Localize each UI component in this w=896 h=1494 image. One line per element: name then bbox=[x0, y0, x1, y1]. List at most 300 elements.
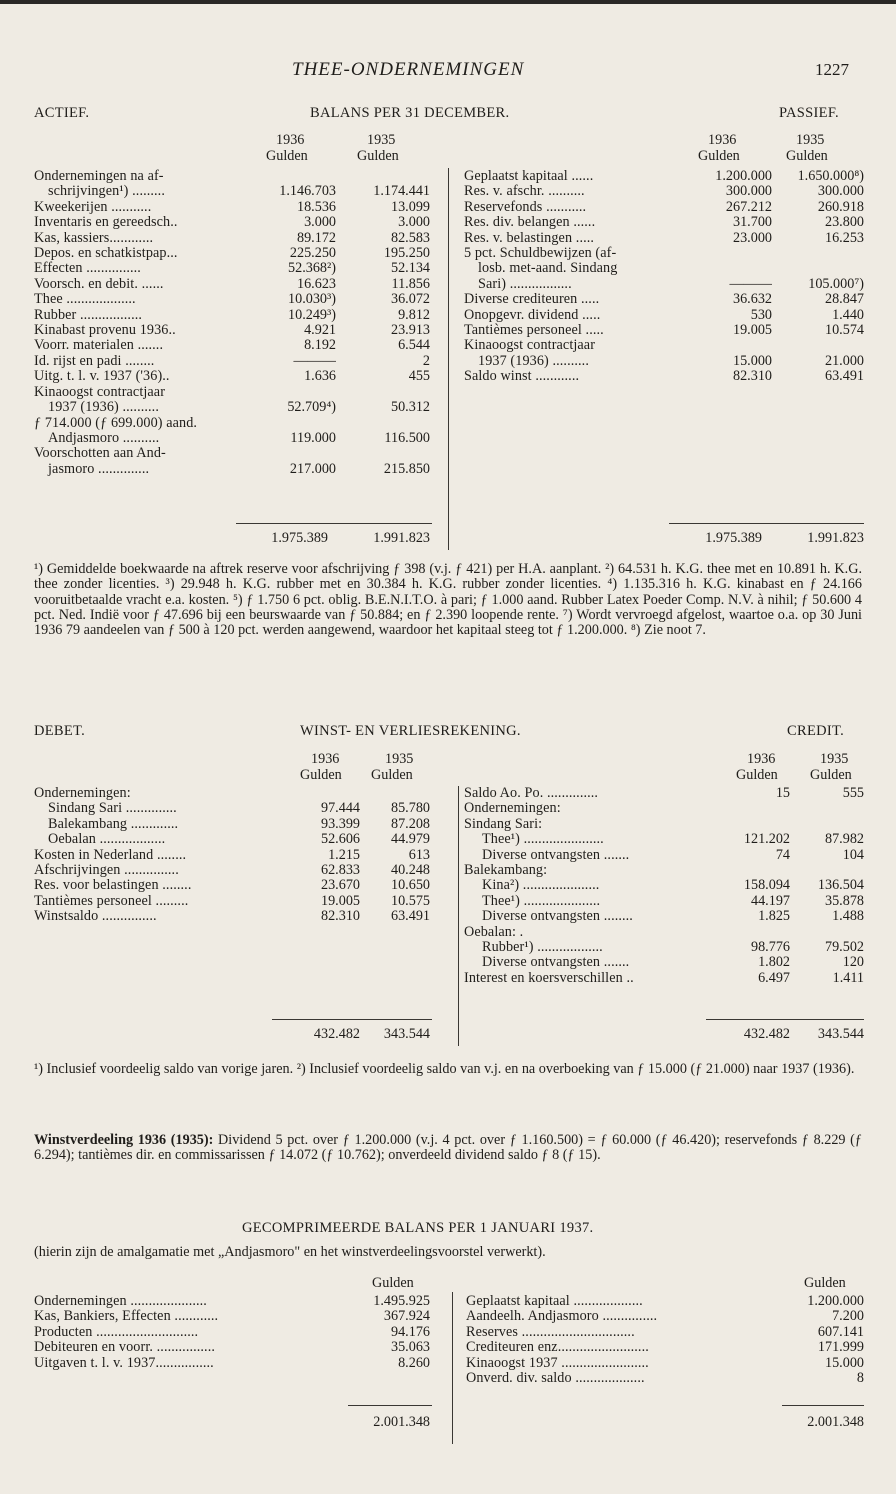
debet-year-1935: 1935 bbox=[385, 751, 414, 767]
credit-total-rule bbox=[706, 1019, 864, 1020]
actief-value-1936 bbox=[242, 169, 336, 184]
debet-value-1935: 613 bbox=[408, 847, 430, 863]
page-title: THEE-ONDERNEMINGEN bbox=[292, 59, 525, 80]
debet-value-1935: 63.491 bbox=[390, 909, 430, 925]
actief-value-1935: 3.000 bbox=[398, 215, 430, 231]
passief-item-label: Res. div. belangen ...... bbox=[464, 215, 596, 231]
gecomprimeerde-right-label: Reserves ............................... bbox=[466, 1324, 635, 1340]
actief-item-label: schrijvingen¹) ......... bbox=[48, 184, 165, 200]
credit-item-label: Diverse ontvangsten ....... bbox=[482, 847, 630, 863]
actief-value-1936: 119.000 bbox=[290, 430, 336, 446]
winstverdeeling-paragraph bbox=[34, 1133, 862, 1183]
winst-center-divider bbox=[458, 786, 459, 1046]
debet-row bbox=[34, 786, 430, 801]
gecomprimeerde-left-value: 35.063 bbox=[390, 1340, 430, 1356]
gecomprimeerde-title: GECOMPRIMEERDE BALANS PER 1 JANUARI 1937. bbox=[242, 1220, 594, 1236]
credit-value-1935 bbox=[790, 863, 864, 878]
actief-row bbox=[34, 231, 430, 246]
debet-value-1936: 97.444 bbox=[320, 801, 360, 817]
credit-value-1936: 1.825 bbox=[758, 909, 790, 925]
passief-value-1936: 23.000 bbox=[732, 230, 772, 246]
actief-row bbox=[34, 261, 430, 276]
passief-item-label: losb. met-aand. Sindang bbox=[478, 261, 618, 277]
actief-item-label: ƒ 714.000 (ƒ 699.000) aand. bbox=[34, 415, 198, 431]
actief-value-1936: 8.192 bbox=[304, 338, 336, 354]
actief-value-1936: 1.636 bbox=[304, 369, 336, 385]
credit-row bbox=[464, 863, 864, 878]
credit-value-1936: 15 bbox=[775, 786, 790, 801]
credit-total-1935: 343.544 bbox=[817, 1026, 864, 1042]
actief-value-1935: 52.134 bbox=[390, 261, 430, 277]
actief-item-label: Id. rijst en padi ........ bbox=[34, 353, 155, 369]
credit-value-1936 bbox=[714, 817, 790, 832]
gecomprimeerde-left-label: Debiteuren en voorr. ................ bbox=[34, 1340, 216, 1356]
passief-value-1935: 300.000 bbox=[817, 184, 864, 200]
debet-value-1935: 10.575 bbox=[390, 893, 430, 909]
credit-year-1935: 1935 bbox=[820, 751, 849, 767]
passief-item-label: 5 pct. Schuldbewijzen (af- bbox=[464, 246, 617, 262]
gecomprimeerde-left-table bbox=[34, 1294, 430, 1371]
gecomprimeerde-left-label: Uitgaven t. l. v. 1937................ bbox=[34, 1355, 214, 1371]
actief-row bbox=[34, 462, 430, 477]
actief-value-1935 bbox=[336, 385, 430, 400]
gecomprimeerde-right-row bbox=[466, 1309, 864, 1324]
passief-value-1936 bbox=[678, 338, 772, 353]
actief-value-1936: 89.172 bbox=[296, 230, 336, 246]
credit-value-1936: 121.202 bbox=[743, 832, 790, 848]
passief-value-1936: 1.200.000 bbox=[715, 169, 772, 184]
actief-value-1936 bbox=[242, 385, 336, 400]
passief-row bbox=[464, 323, 864, 338]
debet-value-1935 bbox=[360, 786, 430, 801]
debet-table bbox=[34, 786, 430, 925]
passief-item-label: Tantièmes personeel ..... bbox=[464, 323, 604, 339]
gecomprimeerde-right-value: 171.999 bbox=[817, 1340, 864, 1356]
actief-row bbox=[34, 200, 430, 215]
debet-heading: DEBET. bbox=[34, 723, 86, 739]
balans-center-divider bbox=[448, 168, 449, 550]
credit-value-1936: 6.497 bbox=[758, 970, 790, 986]
actief-row bbox=[34, 323, 430, 338]
actief-item-label: Kas, kassiers............ bbox=[34, 230, 154, 246]
debet-value-1936: 82.310 bbox=[320, 909, 360, 925]
actief-value-1935: 82.583 bbox=[390, 230, 430, 246]
actief-value-1936: 10.249³) bbox=[288, 307, 336, 323]
actief-row bbox=[34, 308, 430, 323]
credit-value-1935: 87.982 bbox=[824, 832, 864, 848]
actief-year-1935: 1935 bbox=[367, 132, 396, 148]
gecomprimeerde-left-value: 367.924 bbox=[383, 1309, 430, 1325]
passief-value-1935: 1.440 bbox=[832, 307, 864, 323]
credit-value-1935 bbox=[790, 925, 864, 940]
gecomprimeerde-left-value: 94.176 bbox=[390, 1324, 430, 1340]
actief-unit-1936: Gulden bbox=[266, 148, 308, 164]
credit-item-label: Oebalan: . bbox=[464, 924, 524, 940]
gecomprimeerde-right-row bbox=[466, 1340, 864, 1355]
gecomprimeerde-divider bbox=[452, 1292, 453, 1444]
debet-row bbox=[34, 832, 430, 847]
actief-value-1936: 217.000 bbox=[289, 461, 336, 477]
actief-value-1935: 2 bbox=[422, 353, 430, 369]
passief-row bbox=[464, 184, 864, 199]
credit-row bbox=[464, 786, 864, 801]
debet-row bbox=[34, 863, 430, 878]
winst-footnotes: ¹) Inclusief voordeelig saldo van vorige jaren. ²) Inclusief voordeelig saldo van v.j. en na overboeking van ƒ 15.000 (ƒ 21.000) naar 1937 (1936). bbox=[34, 1062, 855, 1077]
passief-row bbox=[464, 369, 864, 384]
passief-value-1935 bbox=[772, 261, 864, 276]
winstverdeeling-label: Winstverdeeling 1936 (1935): bbox=[34, 1133, 214, 1148]
actief-value-1936 bbox=[242, 416, 336, 431]
credit-item-label: Saldo Ao. Po. .............. bbox=[464, 786, 599, 801]
passief-total-1936: 1.975.389 bbox=[705, 530, 762, 546]
credit-value-1936 bbox=[714, 863, 790, 878]
credit-heading: CREDIT. bbox=[787, 723, 845, 739]
passief-value-1936: ——— bbox=[729, 276, 772, 292]
actief-item-label: Voorr. materialen ....... bbox=[34, 338, 164, 354]
credit-row bbox=[464, 801, 864, 816]
gecomprimeerde-left-total: 2.001.348 bbox=[373, 1414, 430, 1430]
actief-item-label: Voorsch. en debit. ...... bbox=[34, 276, 164, 292]
passief-heading: PASSIEF. bbox=[779, 105, 839, 121]
gecomprimeerde-left-row bbox=[34, 1294, 430, 1309]
gecomprimeerde-left-row bbox=[34, 1356, 430, 1371]
passief-value-1935 bbox=[772, 338, 864, 353]
credit-row bbox=[464, 894, 864, 909]
gecomprimeerde-left-value: 1.495.925 bbox=[373, 1294, 430, 1309]
passief-row bbox=[464, 354, 864, 369]
passief-unit-1936: Gulden bbox=[698, 148, 740, 164]
passief-item-label: Kinaoogst contractjaar bbox=[464, 338, 596, 354]
passief-value-1936: 15.000 bbox=[732, 353, 772, 369]
credit-total-1936: 432.482 bbox=[743, 1026, 790, 1042]
gecomprimeerde-right-label: Kinaoogst 1937 ........................ bbox=[466, 1355, 649, 1371]
passief-value-1935: 28.847 bbox=[824, 292, 864, 308]
actief-item-label: Kweekerijen ........... bbox=[34, 199, 152, 215]
gecomprimeerde-right-total-rule bbox=[782, 1405, 864, 1406]
passief-item-label: Res. v. belastingen ..... bbox=[464, 230, 595, 246]
gecomprimeerde-right-label: Geplaatst kapitaal ................... bbox=[466, 1294, 643, 1309]
actief-item-label: Kinaoogst contractjaar bbox=[34, 384, 166, 400]
debet-item-label: Kosten in Nederland ........ bbox=[34, 847, 187, 863]
actief-value-1936: ——— bbox=[293, 353, 336, 369]
debet-item-label: Tantièmes personeel ......... bbox=[34, 893, 189, 909]
debet-item-label: Oebalan .................. bbox=[48, 832, 166, 848]
gecomprimeerde-left-label: Ondernemingen ..................... bbox=[34, 1294, 207, 1309]
balans-heading: BALANS PER 31 DECEMBER. bbox=[310, 105, 510, 121]
credit-value-1936: 98.776 bbox=[750, 940, 790, 956]
actief-value-1935 bbox=[336, 169, 430, 184]
credit-value-1935 bbox=[790, 801, 864, 816]
passief-item-label: Saldo winst ............ bbox=[464, 369, 580, 385]
debet-value-1936 bbox=[282, 786, 360, 801]
debet-value-1936: 19.005 bbox=[320, 893, 360, 909]
passief-row bbox=[464, 338, 864, 353]
credit-value-1935: 104 bbox=[842, 847, 864, 863]
debet-row bbox=[34, 878, 430, 893]
debet-value-1936: 1.215 bbox=[328, 847, 360, 863]
gecomprimeerde-right-value: 15.000 bbox=[824, 1355, 864, 1371]
debet-unit-1935: Gulden bbox=[371, 767, 413, 783]
debet-item-label: Sindang Sari .............. bbox=[48, 801, 177, 817]
debet-year-1936: 1936 bbox=[311, 751, 340, 767]
credit-table bbox=[464, 786, 864, 986]
credit-row bbox=[464, 940, 864, 955]
debet-unit-1936: Gulden bbox=[300, 767, 342, 783]
actief-value-1936: 10.030³) bbox=[288, 292, 336, 308]
credit-row bbox=[464, 925, 864, 940]
passief-unit-1935: Gulden bbox=[786, 148, 828, 164]
passief-value-1935: 63.491 bbox=[824, 369, 864, 385]
winst-heading: WINST- EN VERLIESREKENING. bbox=[300, 723, 521, 739]
credit-item-label: Diverse ontvangsten ....... bbox=[482, 955, 630, 971]
credit-row bbox=[464, 955, 864, 970]
passief-table bbox=[464, 169, 864, 385]
gecomprimeerde-left-row bbox=[34, 1325, 430, 1340]
passief-value-1936: 36.632 bbox=[732, 292, 772, 308]
gecomprimeerde-right-value: 8 bbox=[856, 1371, 864, 1387]
passief-row bbox=[464, 292, 864, 307]
passief-item-label: 1937 (1936) .......... bbox=[478, 353, 589, 369]
debet-value-1935: 40.248 bbox=[390, 863, 430, 879]
passief-row bbox=[464, 277, 864, 292]
debet-value-1936: 62.833 bbox=[320, 863, 360, 879]
gecomprimeerde-right-label: Crediteuren enz......................... bbox=[466, 1340, 649, 1356]
actief-year-1936: 1936 bbox=[276, 132, 305, 148]
gecomprimeerde-right-value: 1.200.000 bbox=[807, 1294, 864, 1309]
actief-unit-1935: Gulden bbox=[357, 148, 399, 164]
passief-year-1936: 1936 bbox=[708, 132, 737, 148]
actief-row bbox=[34, 169, 430, 184]
credit-unit-1935: Gulden bbox=[810, 767, 852, 783]
passief-row bbox=[464, 200, 864, 215]
passief-row bbox=[464, 231, 864, 246]
actief-value-1935: 23.913 bbox=[390, 323, 430, 339]
credit-row bbox=[464, 878, 864, 893]
debet-value-1936: 52.606 bbox=[320, 832, 360, 848]
gecomprimeerde-right-row bbox=[466, 1294, 864, 1309]
credit-item-label: Rubber¹) .................. bbox=[482, 940, 603, 956]
gecomprimeerde-right-table bbox=[466, 1294, 864, 1386]
actief-value-1935: 6.544 bbox=[398, 338, 430, 354]
credit-value-1935 bbox=[790, 817, 864, 832]
gecomprimeerde-left-unit: Gulden bbox=[372, 1275, 414, 1291]
credit-item-label: Diverse ontvangsten ........ bbox=[482, 909, 633, 925]
gecomprimeerde-left-value: 8.260 bbox=[398, 1355, 430, 1371]
actief-item-label: Inventaris en gereedsch.. bbox=[34, 215, 178, 231]
actief-row bbox=[34, 354, 430, 369]
actief-value-1935: 50.312 bbox=[390, 400, 430, 416]
debet-value-1935: 44.979 bbox=[390, 832, 430, 848]
actief-value-1936: 52.368²) bbox=[288, 261, 336, 277]
actief-item-label: jasmoro .............. bbox=[48, 461, 150, 477]
actief-item-label: Depos. en schatkistpap... bbox=[34, 246, 178, 262]
debet-row bbox=[34, 817, 430, 832]
actief-row bbox=[34, 338, 430, 353]
actief-row bbox=[34, 400, 430, 415]
passief-value-1935: 260.918 bbox=[817, 199, 864, 215]
passief-value-1936: 31.700 bbox=[732, 215, 772, 231]
actief-total-1935: 1.991.823 bbox=[373, 530, 430, 546]
gecomprimeerde-right-row bbox=[466, 1325, 864, 1340]
balans-footnotes: ¹) Gemiddelde boekwaarde na aftrek reserve voor afschrijving ƒ 398 (v.j. ƒ 421) per H.A. aanplant. ²) 64.531 h. K.G. thee met en 10.891 h. K.G. thee zonder licenties. ³) 29.948 h. K.G. rubber met en 30.384 h. K.G. rubber zonder licenties. ⁴) 1.135.316 h. K.G. kinabast en ƒ 24.166 vooruitbetaalde vracht e.a. kosten. ⁵) ƒ 1.750 6 pct. oblig. B.E.N.I.T.O. à pari; ƒ 1.000 aand. Rubber Latex Poeder Comp. N.V. à nihil; ƒ 50.600 4 pct. Ned. Indië voor ƒ 47.696 bij een beurswaarde van ƒ 50.884; en ƒ 2.390 loopende rente. ⁷) Wordt vervroegd afgelost, waartoe o.a. op 30 Juni 1936 79 aandeelen van ƒ 500 à 120 pct. werden aangewend, waardoor het kapitaal steeg tot ƒ 1.200.000. ⁸) Zie noot 7. bbox=[34, 562, 862, 639]
credit-value-1936: 44.197 bbox=[750, 893, 790, 909]
gecomprimeerde-right-label: Aandeelh. Andjasmoro ............... bbox=[466, 1309, 658, 1325]
passief-row bbox=[464, 246, 864, 261]
gecomprimeerde-right-unit: Gulden bbox=[804, 1275, 846, 1291]
gecomprimeerde-right-value: 607.141 bbox=[817, 1324, 864, 1340]
gecomprimeerde-left-label: Kas, Bankiers, Effecten ............ bbox=[34, 1309, 219, 1325]
gecomprimeerde-left-row bbox=[34, 1309, 430, 1324]
credit-value-1936 bbox=[714, 925, 790, 940]
actief-item-label: Thee ................... bbox=[34, 292, 136, 308]
credit-value-1935: 35.878 bbox=[824, 893, 864, 909]
credit-value-1936: 74 bbox=[775, 847, 790, 863]
debet-row bbox=[34, 894, 430, 909]
passief-total-1935: 1.991.823 bbox=[807, 530, 864, 546]
winstverdeeling-text: Dividend 5 pct. over ƒ 1.200.000 (v.j. 4 pct. over ƒ 1.160.500) = ƒ 60.000 (ƒ 46.420); reservefonds ƒ 8.229 (ƒ 6.294); tantièmes dir. en commissarissen ƒ 14.072 (ƒ 10.762); onverdeeld dividend saldo ƒ 8 (ƒ 15). bbox=[34, 1133, 862, 1164]
actief-value-1936: 4.921 bbox=[304, 323, 336, 339]
credit-item-label: Ondernemingen: bbox=[464, 801, 561, 817]
passief-item-label: Res. v. afschr. .......... bbox=[464, 184, 585, 200]
actief-row bbox=[34, 277, 430, 292]
actief-row bbox=[34, 184, 430, 199]
actief-value-1936: 3.000 bbox=[304, 215, 336, 231]
debet-total-rule bbox=[272, 1019, 432, 1020]
actief-row bbox=[34, 431, 430, 446]
actief-item-label: 1937 (1936) .......... bbox=[48, 400, 159, 416]
actief-value-1936: 225.250 bbox=[289, 246, 336, 262]
credit-row bbox=[464, 909, 864, 924]
debet-total-1935: 343.544 bbox=[383, 1026, 430, 1042]
passief-value-1936: 267.212 bbox=[725, 199, 772, 215]
passief-item-label: Diverse crediteuren ..... bbox=[464, 292, 600, 308]
credit-value-1935: 120 bbox=[842, 955, 864, 971]
scan-top-edge bbox=[0, 0, 896, 4]
passief-row bbox=[464, 215, 864, 230]
passief-value-1936: 82.310 bbox=[732, 369, 772, 385]
passief-value-1935: 16.253 bbox=[824, 230, 864, 246]
actief-heading: ACTIEF. bbox=[34, 105, 90, 121]
passief-value-1936 bbox=[678, 261, 772, 276]
actief-value-1935: 116.500 bbox=[384, 430, 430, 446]
passief-value-1935: 23.800 bbox=[824, 215, 864, 231]
actief-total-rule bbox=[236, 523, 432, 524]
actief-value-1936: 1.146.703 bbox=[279, 184, 336, 200]
actief-item-label: Uitg. t. l. v. 1937 ('36).. bbox=[34, 369, 170, 385]
gecomprimeerde-right-row bbox=[466, 1356, 864, 1371]
actief-row bbox=[34, 416, 430, 431]
passief-row bbox=[464, 261, 864, 276]
debet-item-label: Winstsaldo ............... bbox=[34, 909, 157, 925]
actief-value-1935: 195.250 bbox=[383, 246, 430, 262]
gecomprimeerde-right-row bbox=[466, 1371, 864, 1386]
actief-table bbox=[34, 169, 430, 477]
credit-item-label: Kina²) ..................... bbox=[482, 878, 600, 894]
page-number: 1227 bbox=[815, 60, 849, 79]
gecomprimeerde-right-value: 7.200 bbox=[832, 1309, 864, 1325]
passief-value-1935: 10.574 bbox=[824, 323, 864, 339]
credit-row bbox=[464, 832, 864, 847]
actief-value-1935: 1.174.441 bbox=[373, 184, 430, 200]
credit-value-1936: 158.094 bbox=[743, 878, 790, 894]
debet-item-label: Balekambang ............. bbox=[48, 816, 179, 832]
actief-item-label: Ondernemingen na af- bbox=[34, 169, 164, 184]
credit-value-1935: 79.502 bbox=[824, 940, 864, 956]
passief-value-1936: 19.005 bbox=[732, 323, 772, 339]
passief-year-1935: 1935 bbox=[796, 132, 825, 148]
actief-value-1935 bbox=[336, 446, 430, 461]
debet-item-label: Afschrijvingen ............... bbox=[34, 863, 179, 879]
actief-row bbox=[34, 215, 430, 230]
actief-item-label: Rubber ................. bbox=[34, 307, 143, 323]
credit-value-1935: 1.488 bbox=[832, 909, 864, 925]
credit-unit-1936: Gulden bbox=[736, 767, 778, 783]
credit-value-1935: 1.411 bbox=[832, 970, 864, 986]
actief-value-1935 bbox=[336, 416, 430, 431]
debet-value-1935: 85.780 bbox=[390, 801, 430, 817]
actief-row bbox=[34, 246, 430, 261]
credit-item-label: Balekambang: bbox=[464, 863, 548, 879]
gecomprimeerde-left-total-rule bbox=[348, 1405, 432, 1406]
actief-value-1935: 455 bbox=[408, 369, 430, 385]
debet-item-label: Res. voor belastingen ........ bbox=[34, 878, 192, 894]
passief-total-rule bbox=[669, 523, 864, 524]
passief-value-1936: 530 bbox=[750, 307, 772, 323]
credit-item-label: Thee¹) ..................... bbox=[482, 893, 601, 909]
gecomprimeerde-right-total: 2.001.348 bbox=[807, 1414, 864, 1430]
actief-value-1935: 215.850 bbox=[383, 461, 430, 477]
actief-value-1936: 52.709⁴) bbox=[287, 400, 336, 416]
actief-item-label: Kinabast provenu 1936.. bbox=[34, 323, 176, 339]
actief-row bbox=[34, 446, 430, 461]
passief-value-1935: 1.650.000⁸) bbox=[797, 169, 864, 184]
debet-row bbox=[34, 909, 430, 924]
passief-row bbox=[464, 169, 864, 184]
actief-value-1936: 18.536 bbox=[296, 199, 336, 215]
debet-row bbox=[34, 848, 430, 863]
credit-value-1935: 555 bbox=[842, 786, 864, 801]
actief-row bbox=[34, 385, 430, 400]
credit-item-label: Sindang Sari: bbox=[464, 816, 543, 832]
credit-row bbox=[464, 817, 864, 832]
actief-item-label: Effecten ............... bbox=[34, 261, 141, 277]
gecomprimeerde-left-label: Producten ............................ bbox=[34, 1324, 199, 1340]
gecomprimeerde-subtitle: (hierin zijn de amalgamatie met „Andjasmoro" en het winstverdeelingsvoorstel verwerkt). bbox=[34, 1244, 546, 1260]
debet-item-label: Ondernemingen: bbox=[34, 786, 131, 801]
passief-value-1936 bbox=[678, 246, 772, 261]
debet-total-1936: 432.482 bbox=[313, 1026, 360, 1042]
passief-value-1935 bbox=[772, 246, 864, 261]
actief-item-label: Andjasmoro .......... bbox=[48, 430, 160, 446]
debet-value-1935: 10.650 bbox=[390, 878, 430, 894]
passief-item-label: Reservefonds ........... bbox=[464, 199, 587, 215]
debet-value-1935: 87.208 bbox=[390, 816, 430, 832]
debet-value-1936: 93.399 bbox=[320, 816, 360, 832]
actief-value-1936: 16.623 bbox=[296, 276, 336, 292]
actief-item-label: Voorschotten aan And- bbox=[34, 446, 166, 462]
credit-value-1935: 136.504 bbox=[817, 878, 864, 894]
passief-value-1936: 300.000 bbox=[725, 184, 772, 200]
actief-value-1935: 13.099 bbox=[390, 199, 430, 215]
debet-row bbox=[34, 801, 430, 816]
credit-year-1936: 1936 bbox=[747, 751, 776, 767]
credit-item-label: Thee¹) ...................... bbox=[482, 832, 604, 848]
credit-value-1936: 1.802 bbox=[758, 955, 790, 971]
debet-value-1936: 23.670 bbox=[320, 878, 360, 894]
credit-value-1936 bbox=[714, 801, 790, 816]
credit-row bbox=[464, 848, 864, 863]
passief-row bbox=[464, 308, 864, 323]
